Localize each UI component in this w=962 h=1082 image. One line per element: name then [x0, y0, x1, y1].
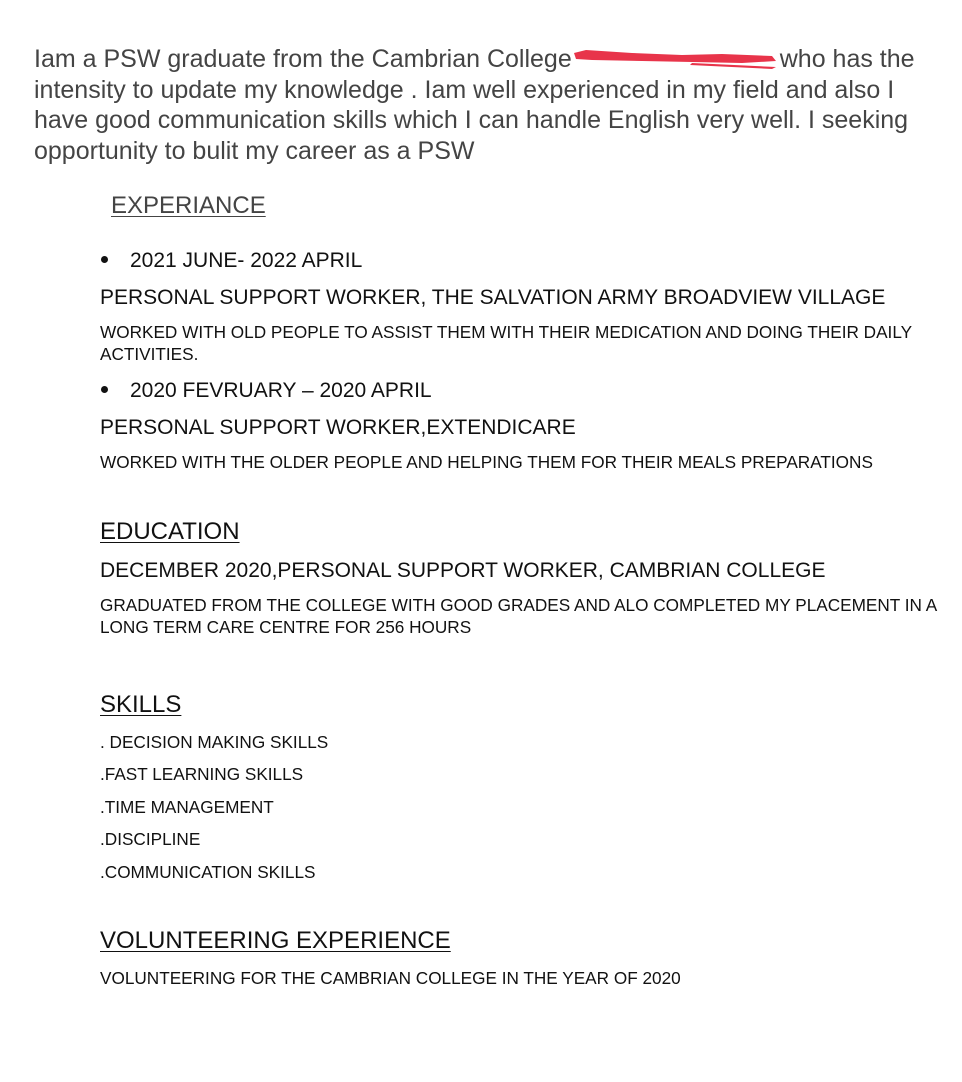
job-1-title: PERSONAL SUPPORT WORKER, THE SALVATION ARMY BROADVIEW VILLAGE [100, 286, 886, 309]
education-entry: DECEMBER 2020,PERSONAL SUPPORT WORKER, CAMBRIAN COLLEGE [100, 559, 826, 582]
job-1-dates: 2021 JUNE- 2022 APRIL [130, 249, 363, 272]
job-2-dates: 2020 FEVRUARY – 2020 APRIL [130, 379, 432, 402]
education-heading: EDUCATION [100, 518, 240, 545]
intro-text-end: who has the intensity to update my knowledge . Iam well experienced in my field and also I have good communication skills which I can handle English very well. I seeking opportunity to bulit my career as a PSW [34, 45, 915, 165]
skill-item: . DECISION MAKING SKILLS [100, 732, 329, 752]
bullet-icon [101, 386, 108, 393]
job-2-title: PERSONAL SUPPORT WORKER,EXTENDICARE [100, 416, 576, 439]
volunteering-description: VOLUNTEERING FOR THE CAMBRIAN COLLEGE IN THE YEAR OF 2020 [100, 968, 681, 988]
skills-heading: SKILLS [100, 691, 182, 718]
volunteering-heading: VOLUNTEERING EXPERIENCE [100, 927, 451, 954]
intro-text-start: Iam a PSW graduate from the Cambrian College [34, 45, 572, 73]
job-2-dates-row [98, 379, 432, 403]
experience-heading: EXPERIANCE [111, 192, 266, 219]
job-2-description: WORKED WITH THE OLDER PEOPLE AND HELPING THEM FOR THEIR MEALS PREPARATIONS [100, 452, 873, 472]
skill-item: .TIME MANAGEMENT [100, 797, 274, 817]
education-description: GRADUATED FROM THE COLLEGE WITH GOOD GRADES AND ALO COMPLETED MY PLACEMENT IN A LONG TERM CARE CENTRE FOR 256 HOURS [100, 595, 937, 637]
bullet-icon [101, 256, 108, 263]
skill-item: .COMMUNICATION SKILLS [100, 862, 316, 882]
skill-item: .DISCIPLINE [100, 829, 201, 849]
skill-item: .FAST LEARNING SKILLS [100, 764, 304, 784]
intro-paragraph [34, 44, 944, 166]
job-1-description: WORKED WITH OLD PEOPLE TO ASSIST THEM WITH THEIR MEDICATION AND DOING THEIR DAILY ACTIVITIES. [100, 322, 912, 364]
redaction-mark [572, 47, 778, 69]
job-1-dates-row [98, 249, 362, 273]
